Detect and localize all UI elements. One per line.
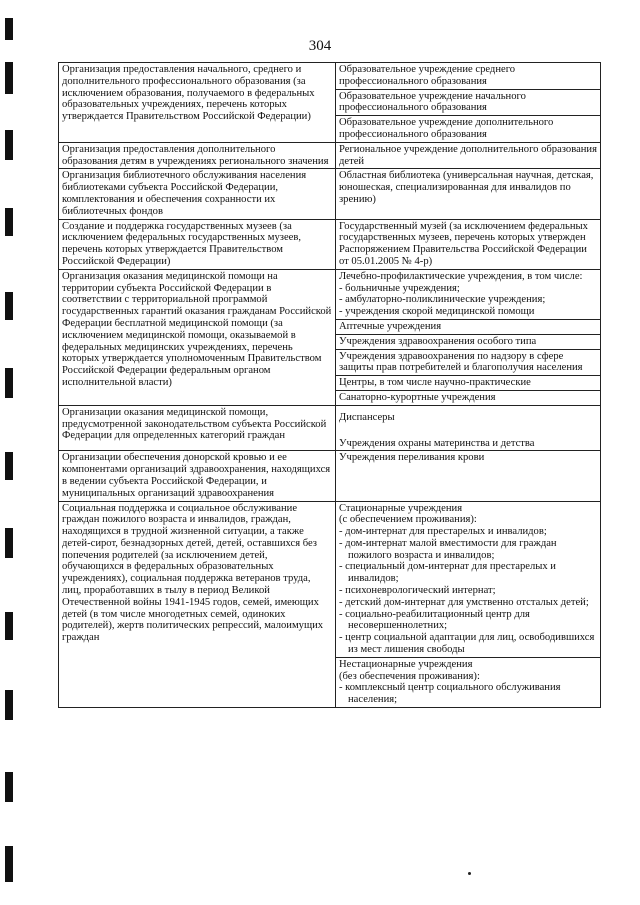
institution-cell: Санаторно-курортные учреждения — [336, 390, 601, 405]
institution-cell: Региональное учреждение дополнительного образования детей — [336, 142, 601, 169]
list-item: - дом-интернат для престарелых и инвалидов; — [339, 526, 547, 538]
list-title: Стационарные учреждения — [339, 502, 463, 514]
binder-hole-mark — [5, 62, 13, 94]
binder-hole-mark — [5, 612, 13, 640]
list-item: - амбулаторно-поликлинические учреждения; — [339, 294, 546, 306]
table-row — [59, 169, 601, 219]
institution-cell: Государственный музей (за исключением федеральных государственных музеев, перечень которых утвержден Распоряжением Правительства Российской Федерации от 05.01.2005 № 4-р) — [336, 219, 601, 269]
table-row — [59, 451, 601, 501]
institution-cell: Образовательное учреждение среднего профессионального образования — [336, 63, 601, 90]
row-activity-cell: Организация предоставления начального, среднего и дополнительного профессионального образования (за исключением образования, получаемого в федеральных образовательных учреждениях, перечень которых утверждается Правительством Российской Федерации) — [59, 63, 336, 143]
list-item: - учреждения скорой медицинской помощи — [339, 306, 535, 318]
binder-hole-mark — [5, 846, 13, 882]
list-item: - больничные учреждения; — [339, 282, 460, 294]
list-subtitle: (с обеспечением проживания): — [339, 514, 477, 526]
institution-cell: Образовательное учреждение начального профессионального образования — [336, 89, 601, 116]
list-item: Учреждения охраны материнства и детства — [339, 437, 535, 449]
institution-cell: Аптечные учреждения — [336, 319, 601, 334]
list-subtitle: (без обеспечения проживания): — [339, 670, 480, 682]
list-item: Диспансеры — [339, 411, 395, 423]
institution-cell: Областная библиотека (универсальная научная, детская, юношеская, специализированная для инвалидов по зрению) — [336, 169, 601, 219]
list-item: - центр социальной адаптации для лиц, освободившихся из мест лишения свободы — [339, 632, 595, 656]
table-row — [59, 501, 601, 657]
table-row — [59, 405, 601, 451]
row-activity-cell: Организация оказания медицинской помощи на территории субъекта Российской Федерации в соответствии с территориальной программой государственных гарантий оказания гражданам Российской Федерации бесплатной медицинской помощи (за исключением медицинской помощи, оказываемой в федеральных медицинских учреждениях, перечень которых утверждается уполномоченным Правительством Российской Федерации федеральным органом исполнительной власти) — [59, 269, 336, 405]
institution-cell: Учреждения переливания крови — [336, 451, 601, 501]
institution-cell: Учреждения здравоохранения по надзору в сфере защиты прав потребителей и благополучия населения — [336, 349, 601, 376]
institution-cell: Образовательное учреждение дополнительного профессионального образования — [336, 116, 601, 143]
list-item: - специальный дом-интернат для престарелых и инвалидов; — [339, 561, 556, 585]
row-activity-cell: Социальная поддержка и социальное обслуживание граждан пожилого возраста и инвалидов, граждан, находящихся в трудной жизненной ситуации, а также детей-сирот, безнадзорных детей, детей, оставшихся без попечения родителей (за исключением детей, обучающихся в федеральных образовательных учреждениях), социальная поддержка ветеранов труда, лиц, проработавших в тылу в период Великой Отечественной войны 1941-1945 годов, семей, имеющих детей (в том числе многодетных семей, одиноких родителей), жертв политических репрессий, малоимущих граждан — [59, 501, 336, 708]
institution-cell — [336, 501, 601, 657]
document-table — [58, 62, 601, 708]
binder-hole-mark — [5, 208, 13, 236]
list-title: Нестационарные учреждения — [339, 658, 473, 670]
list-item: - комплексный центр социального обслуживания населения; — [339, 682, 561, 706]
table-row — [59, 63, 601, 90]
institution-cell: Центры, в том числе научно-практические — [336, 376, 601, 391]
row-activity-cell: Организация предоставления дополнительного образования детям в учреждениях регионального значения — [59, 142, 336, 169]
list-item: - детский дом-интернат для умственно отсталых детей; — [339, 596, 589, 608]
list-item: - дом-интернат малой вместимости для граждан пожилого возраста и инвалидов; — [339, 537, 557, 561]
binder-hole-mark — [5, 18, 13, 40]
binder-hole-mark — [5, 452, 13, 480]
table-row — [59, 142, 601, 169]
row-activity-cell: Организации оказания медицинской помощи, предусмотренной законодательством субъекта Российской Федерации для определенных категорий граждан — [59, 405, 336, 451]
table-row — [59, 269, 601, 319]
binder-hole-mark — [5, 292, 13, 320]
row-activity-cell: Организации обеспечения донорской кровью и ее компонентами организаций здравоохранения, находящихся в ведении субъекта Российской Федерации, и муниципальных организаций здравоохранения — [59, 451, 336, 501]
scan-speck — [468, 872, 471, 875]
list-item: - психоневрологический интернат; — [339, 585, 496, 597]
binder-hole-mark — [5, 130, 13, 160]
row-activity-cell: Организация библиотечного обслуживания населения библиотеками субъекта Российской Федерации, комплектования и обеспечения сохранности их библиотечных фондов — [59, 169, 336, 219]
row-activity-cell: Создание и поддержка государственных музеев (за исключением федеральных государственных музеев, перечень которых утверждается Правительством Российской Федерации) — [59, 219, 336, 269]
list-title: Лечебно-профилактические учреждения, в том числе: — [339, 270, 583, 282]
binder-hole-mark — [5, 772, 13, 802]
institution-cell: Учреждения здравоохранения особого типа — [336, 334, 601, 349]
institution-cell — [336, 269, 601, 319]
institution-cell — [336, 405, 601, 451]
page-number: 304 — [308, 38, 332, 54]
binder-hole-mark — [5, 528, 13, 558]
table-row — [59, 219, 601, 269]
institution-cell — [336, 657, 601, 707]
binder-hole-mark — [5, 368, 13, 398]
list-item: - социально-реабилитационный центр для несовершеннолетних; — [339, 608, 530, 632]
binder-hole-mark — [5, 690, 13, 720]
